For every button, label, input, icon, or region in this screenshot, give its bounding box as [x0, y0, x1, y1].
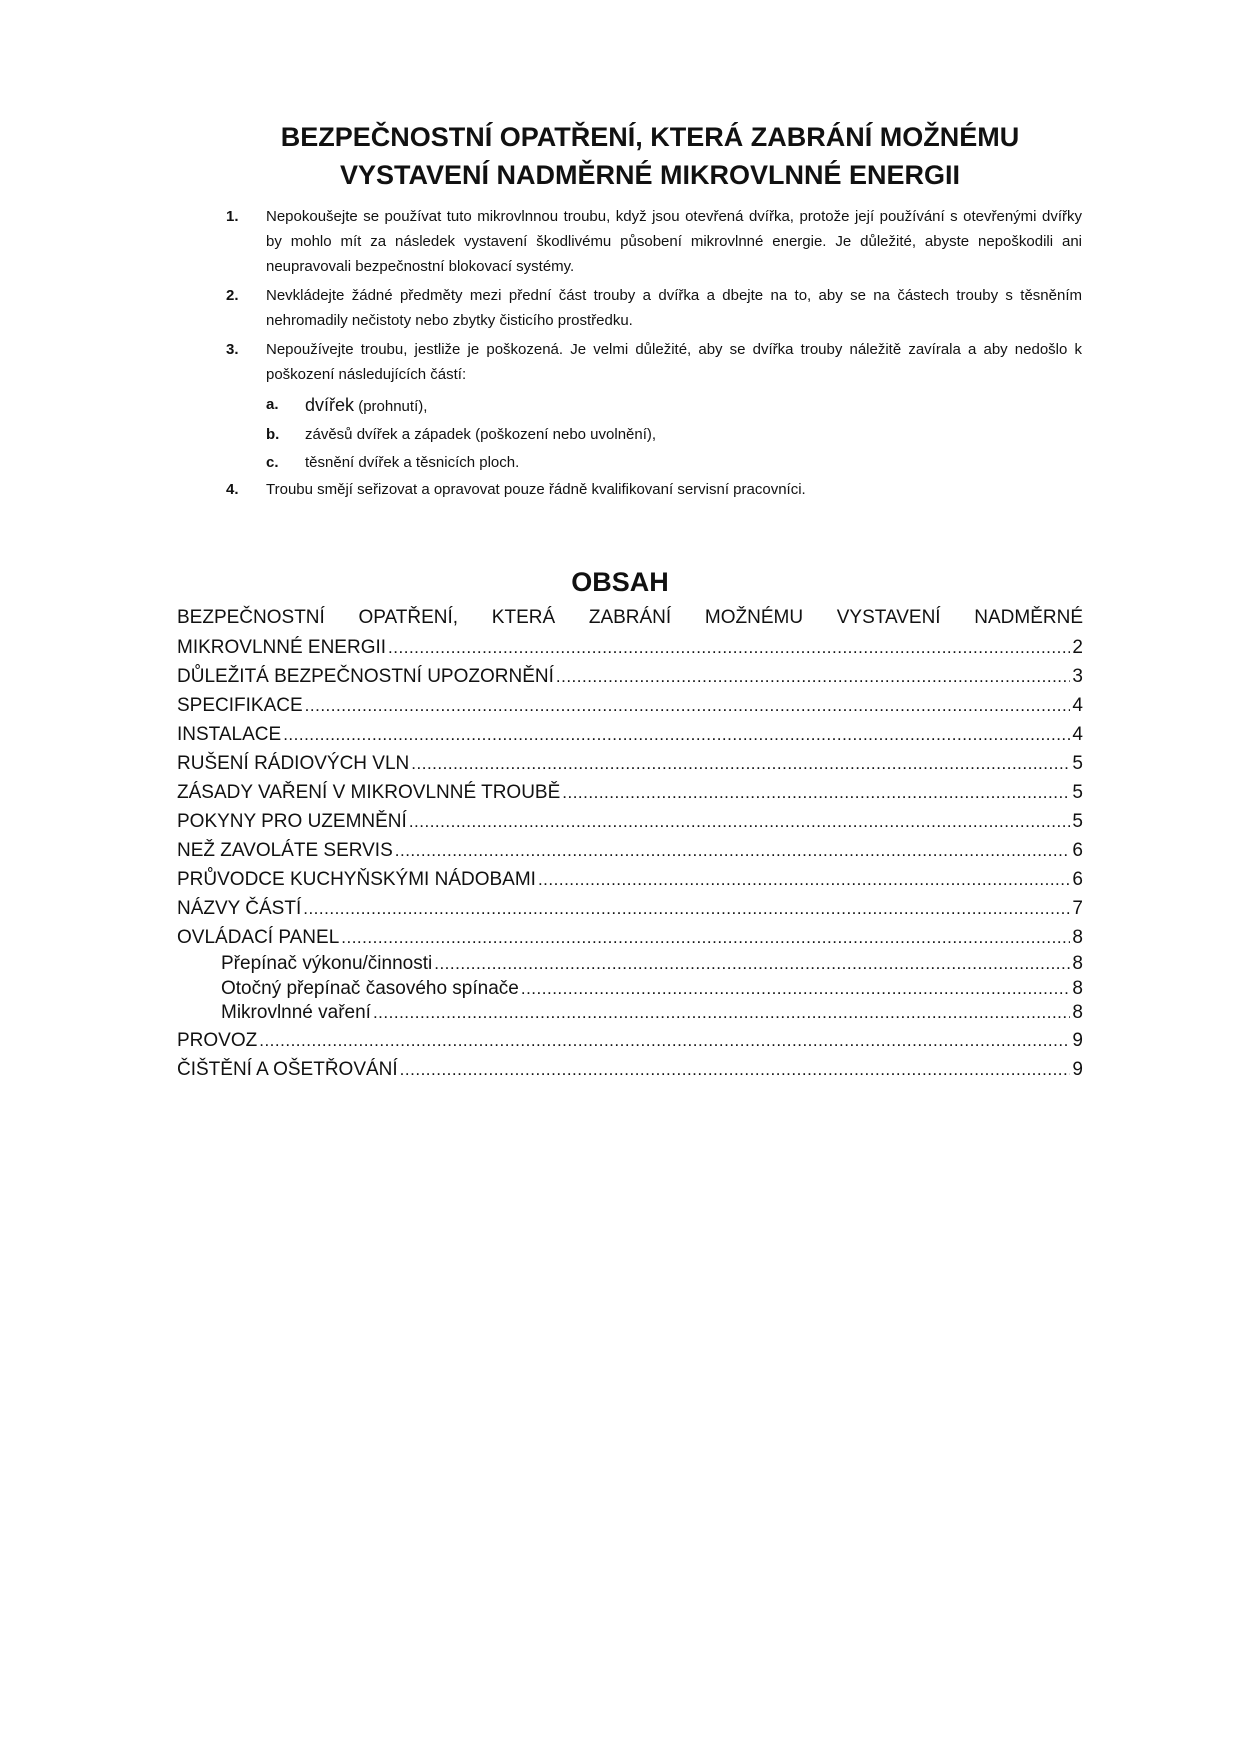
toc-page-number: 4 [1072, 724, 1083, 745]
sub-item-letter: c. [266, 454, 279, 471]
toc-page-number: 8 [1072, 927, 1083, 948]
toc-entry-label: ČIŠTĚNÍ A OŠETŘOVÁNÍ [177, 1058, 398, 1080]
safety-rules-list [226, 204, 1082, 506]
toc-leader-dots [538, 865, 1070, 894]
toc-subentry[interactable] [177, 952, 1083, 977]
rule-number: 3. [226, 341, 239, 358]
toc-subentry[interactable] [177, 1001, 1083, 1026]
sub-item-text: závěsů dvířek a západek (poškození nebo uvolnění), [305, 426, 657, 443]
toc-entry[interactable] [177, 923, 1083, 952]
toc-entry-label: INSTALACE [177, 724, 282, 745]
toc-page-number: 5 [1072, 782, 1083, 803]
rule-number: 1. [226, 208, 239, 225]
toc-entry[interactable] [177, 1055, 1083, 1084]
toc-entry-label: MIKROVLNNÉ ENERGII [177, 637, 387, 658]
toc-entry-label: NEŽ ZAVOLÁTE SERVIS [177, 840, 393, 861]
toc-entry-label: PRŮVODCE KUCHYŇSKÝMI NÁDOBAMI [177, 869, 536, 890]
sub-item-c [226, 449, 1082, 477]
safety-rule-4 [226, 477, 1082, 502]
toc-page-number: 2 [1072, 637, 1083, 658]
sub-item-letter: b. [266, 426, 280, 443]
toc-entry[interactable] [177, 720, 1083, 749]
rule-3-sublist [226, 391, 1082, 477]
table-of-contents [177, 603, 1083, 1084]
toc-leader-dots [303, 894, 1070, 923]
sub-item-text: (prohnutí), [354, 398, 428, 415]
toc-entry[interactable] [177, 865, 1083, 894]
safety-title-line2: VYSTAVENÍ NADMĚRNÉ MIKROVLNNÉ ENERGII [339, 160, 961, 190]
safety-rule-3 [226, 337, 1082, 387]
toc-page-number: 5 [1072, 753, 1083, 774]
toc-entry[interactable] [177, 807, 1083, 836]
toc-entry-label: ZÁSADY VAŘENÍ V MIKROVLNNÉ TROUBĚ [177, 782, 561, 803]
toc-page-number: 7 [1072, 898, 1083, 919]
toc-leader-dots [400, 1055, 1071, 1084]
sub-item-lead: dvířek [305, 395, 355, 415]
toc-entry[interactable] [177, 662, 1083, 691]
toc-leader-dots [305, 691, 1071, 720]
toc-page-number: 8 [1072, 953, 1083, 974]
toc-leader-dots [283, 720, 1070, 749]
safety-rule-1 [226, 204, 1082, 279]
safety-title-line1: BEZPEČNOSTNÍ OPATŘENÍ, KTERÁ ZABRÁNÍ MOŽNÉMU [280, 122, 1020, 152]
toc-page-number: 6 [1072, 840, 1083, 861]
toc-page-number: 9 [1072, 1029, 1083, 1051]
rule-text: Nepokoušejte se používat tuto mikrovlnnou troubu, když jsou otevřená dvířka, protože její používání s otevřenými dvířky by mohlo mít za následek vystavení škodlivému působení mikrovlnné energie. Je důležité, abyste nepoškodili ani neupravovali bezpečnostní blokovací systémy. [266, 208, 1082, 275]
toc-page-number: 4 [1072, 695, 1083, 716]
toc-entry-label: NÁZVY ČÁSTÍ [177, 898, 302, 919]
toc-leader-dots [341, 923, 1070, 952]
toc-entry-label: PROVOZ [177, 1029, 258, 1051]
sub-item-b [226, 421, 1082, 449]
toc-entry[interactable] [177, 778, 1083, 807]
toc-page-number: 5 [1072, 811, 1083, 832]
toc-leader-dots [409, 807, 1071, 836]
safety-rule-2 [226, 283, 1082, 333]
toc-leader-dots [434, 952, 1070, 977]
toc-leader-dots [556, 662, 1071, 691]
toc-page-number: 8 [1072, 977, 1083, 999]
toc-title: OBSAH [571, 567, 669, 597]
sub-item-a [226, 391, 1082, 421]
toc-entry[interactable] [177, 691, 1083, 720]
rule-text: Nevkládejte žádné předměty mezi přední část trouby a dvířka a dbejte na to, aby se na částech trouby s těsněním nehromadily nečistoty nebo zbytky čisticího prostředku. [266, 287, 1082, 329]
toc-entry-label: Mikrovlnné vaření [221, 1002, 371, 1023]
toc-entry-label: SPECIFIKACE [177, 695, 303, 716]
toc-page-number: 9 [1072, 1058, 1083, 1080]
toc-leader-dots [411, 749, 1070, 778]
toc-entry-label: Přepínač výkonu/činnosti [221, 953, 433, 974]
toc-entry-label: OVLÁDACÍ PANEL [177, 927, 340, 948]
toc-leader-dots [395, 836, 1071, 865]
rule-number: 2. [226, 287, 239, 304]
toc-entry-first-line[interactable]: BEZPEČNOSTNÍ OPATŘENÍ, KTERÁ ZABRÁNÍ MOŽNÉMU VYSTAVENÍ NADMĚRNÉ [177, 607, 1083, 628]
toc-leader-dots [521, 977, 1071, 1002]
toc-entry[interactable] [177, 1026, 1083, 1055]
toc-entry[interactable] [177, 633, 1083, 662]
toc-entry[interactable] [177, 749, 1083, 778]
toc-leader-dots [388, 633, 1070, 662]
toc-page-number: 8 [1072, 1002, 1083, 1023]
rule-number: 4. [226, 481, 239, 498]
toc-entry-label: RUŠENÍ RÁDIOVÝCH VLN [177, 753, 410, 774]
sub-item-text: těsnění dvířek a těsnicích ploch. [305, 454, 520, 471]
toc-page-number: 3 [1072, 666, 1083, 687]
toc-leader-dots [562, 778, 1070, 807]
toc-page-number: 6 [1072, 869, 1083, 890]
toc-subentry[interactable] [177, 977, 1083, 1002]
toc-leader-dots [259, 1026, 1070, 1055]
rule-text: Nepoužívejte troubu, jestliže je poškozená. Je velmi důležité, aby se dvířka trouby náležitě zavírala a aby nedošlo k poškození následujících částí: [266, 341, 1082, 383]
toc-entry-label: POKYNY PRO UZEMNĚNÍ [177, 811, 407, 832]
safety-title [230, 118, 1070, 194]
rule-text: Troubu smějí seřizovat a opravovat pouze řádně kvalifikovaní servisní pracovníci. [266, 481, 806, 498]
sub-item-letter: a. [266, 396, 279, 413]
toc-entry[interactable] [177, 836, 1083, 865]
toc-entry-label: Otočný přepínač časového spínače [221, 977, 519, 999]
toc-entry-label: DŮLEŽITÁ BEZPEČNOSTNÍ UPOZORNĚNÍ [177, 666, 554, 687]
toc-entry[interactable] [177, 894, 1083, 923]
toc-leader-dots [373, 1001, 1070, 1026]
